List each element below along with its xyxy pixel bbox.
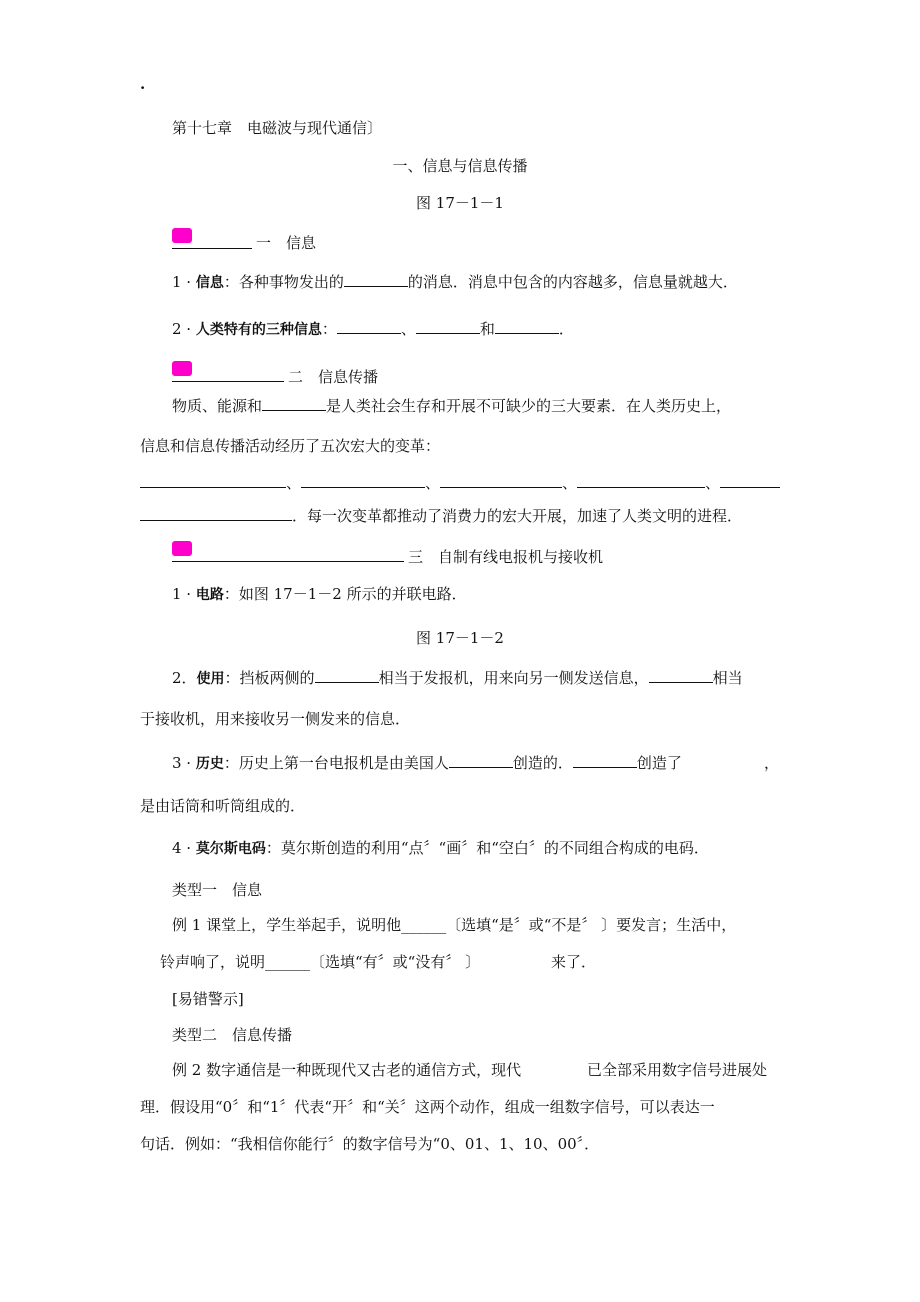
separator: 、 bbox=[400, 320, 416, 338]
example1-line1: 例 1 课堂上，学生举起手，说明他______〔选填“是〞或“不是〞 〕要发言；生活中， bbox=[172, 916, 737, 934]
fill-blank bbox=[140, 473, 286, 488]
fill-blank bbox=[337, 319, 401, 334]
part3-item3-line2: 是由话筒和听筒组成的． bbox=[140, 797, 306, 815]
item-number: 2 · bbox=[172, 320, 196, 338]
heading-underline bbox=[172, 248, 252, 249]
item-text: 的消息．消息中包含的内容越多，信息量就越大． bbox=[407, 273, 738, 291]
example1-line2: 铃声响了，说明______〔选填“有〞或“没有〞 〕 bbox=[160, 953, 481, 971]
item-text: ：如图 17－1－2 所示的并联电路． bbox=[223, 585, 467, 603]
example2-line1: 例 2 数字通信是一种既现代又古老的通信方式，现代 bbox=[172, 1061, 522, 1079]
part3-item1 bbox=[172, 584, 467, 605]
fill-blank bbox=[495, 319, 559, 334]
fill-blank bbox=[315, 668, 379, 683]
item-text: ：莫尔斯创造的利用“点〞“画〞和“空白〞的不同组合构成的电码． bbox=[265, 839, 709, 857]
part3-heading: 三 自制有线电报机与接收机 bbox=[408, 548, 604, 566]
item-term: 人类特有的三种信息 bbox=[195, 322, 322, 338]
part1-item2 bbox=[172, 319, 574, 340]
type1-heading: 类型一 信息 bbox=[172, 881, 263, 899]
chapter-title: 第十七章 电磁波与现代通信〕 bbox=[172, 119, 383, 137]
separator: 、 bbox=[705, 474, 721, 492]
separator: ． bbox=[558, 320, 574, 338]
item-number: 4 · bbox=[172, 839, 196, 857]
figure-caption-1: 图 17－1－1 bbox=[416, 194, 504, 212]
item-text: 创造了 bbox=[636, 754, 682, 772]
item-text: 相当 bbox=[712, 669, 743, 687]
fill-blank bbox=[301, 473, 425, 488]
paragraph-text: ．每一次变革都推动了消费力的宏大开展，加速了人类文明的进程． bbox=[292, 507, 743, 525]
item-text: 创造的． bbox=[512, 754, 573, 772]
part2-blanks-line bbox=[140, 473, 780, 493]
part3-item3-line1 bbox=[172, 753, 682, 774]
part3-item4 bbox=[172, 838, 709, 859]
section-title: 一、信息与信息传播 bbox=[392, 157, 528, 175]
item-text: ：各种事物发出的 bbox=[223, 273, 344, 291]
item-term: 莫尔斯电码 bbox=[195, 841, 266, 857]
item-text: ： bbox=[321, 320, 337, 338]
item-term: 使用 bbox=[196, 671, 225, 687]
part3-item2-line2: 于接收机，用来接收另一侧发来的信息． bbox=[140, 710, 411, 728]
example2-line1-end: 已全部采用数字信号进展处 bbox=[587, 1061, 768, 1079]
fill-blank bbox=[440, 473, 562, 488]
item-text: 相当于发报机，用来向另一侧发送信息， bbox=[378, 669, 649, 687]
fill-blank bbox=[262, 396, 326, 411]
heading-underline bbox=[172, 381, 284, 382]
item-number: 1 · bbox=[172, 585, 196, 603]
item-text: ：历史上第一台电报机是由美国人 bbox=[223, 754, 449, 772]
fill-blank bbox=[140, 506, 292, 521]
fill-blank bbox=[649, 668, 713, 683]
fill-blank bbox=[416, 319, 480, 334]
highlight-marker-icon bbox=[172, 361, 192, 376]
item-term: 历史 bbox=[195, 756, 224, 772]
part2-paragraph-line1 bbox=[172, 396, 731, 416]
fill-blank bbox=[344, 272, 408, 287]
item-comma: ， bbox=[764, 754, 780, 772]
paragraph-text: 是人类社会生存和开展不可缺少的三大要素．在人类历史上， bbox=[326, 397, 732, 415]
example2-line2: 理．假设用“0〞和“1〞代表“开〞和“关〞这两个动作，组成一组数字信号，可以表达一 bbox=[140, 1098, 715, 1116]
item-term: 电路 bbox=[195, 587, 224, 603]
heading-underline bbox=[172, 561, 404, 562]
item-term: 信息 bbox=[195, 275, 224, 291]
separator: 、 bbox=[286, 474, 302, 492]
fill-blank bbox=[449, 753, 513, 768]
type2-heading: 类型二 信息传播 bbox=[172, 1026, 293, 1044]
part2-paragraph-line2: 信息和信息传播活动经历了五次宏大的变革： bbox=[140, 437, 441, 455]
fill-blank bbox=[573, 753, 637, 768]
fill-blank bbox=[577, 473, 705, 488]
error-warning-label: [易错警示] bbox=[172, 990, 244, 1008]
example1-line2-end: 来了． bbox=[551, 953, 597, 971]
item-number: 1 · bbox=[172, 273, 196, 291]
item-text: ：挡板两侧的 bbox=[224, 669, 315, 687]
highlight-marker-icon bbox=[172, 541, 192, 556]
page-dot: . bbox=[140, 75, 146, 93]
separator: 、 bbox=[562, 474, 578, 492]
item-number: 3 · bbox=[172, 754, 196, 772]
fill-blank bbox=[720, 473, 780, 488]
example2-line3: 句话．例如：“我相信你能行〞的数字信号为“0、01、1、10、00〞． bbox=[140, 1135, 600, 1153]
part2-paragraph-line4 bbox=[140, 506, 742, 526]
item-number: 2． bbox=[172, 669, 197, 687]
part3-item2-line1 bbox=[172, 668, 743, 689]
paragraph-text: 物质、能源和 bbox=[172, 397, 263, 415]
part1-item1 bbox=[172, 272, 738, 293]
part2-heading: 二 信息传播 bbox=[288, 368, 379, 386]
separator: 和 bbox=[479, 320, 495, 338]
figure-caption-2: 图 17－1－2 bbox=[416, 629, 504, 647]
highlight-marker-icon bbox=[172, 228, 192, 243]
part1-heading: 一 信息 bbox=[256, 234, 317, 252]
separator: 、 bbox=[425, 474, 441, 492]
